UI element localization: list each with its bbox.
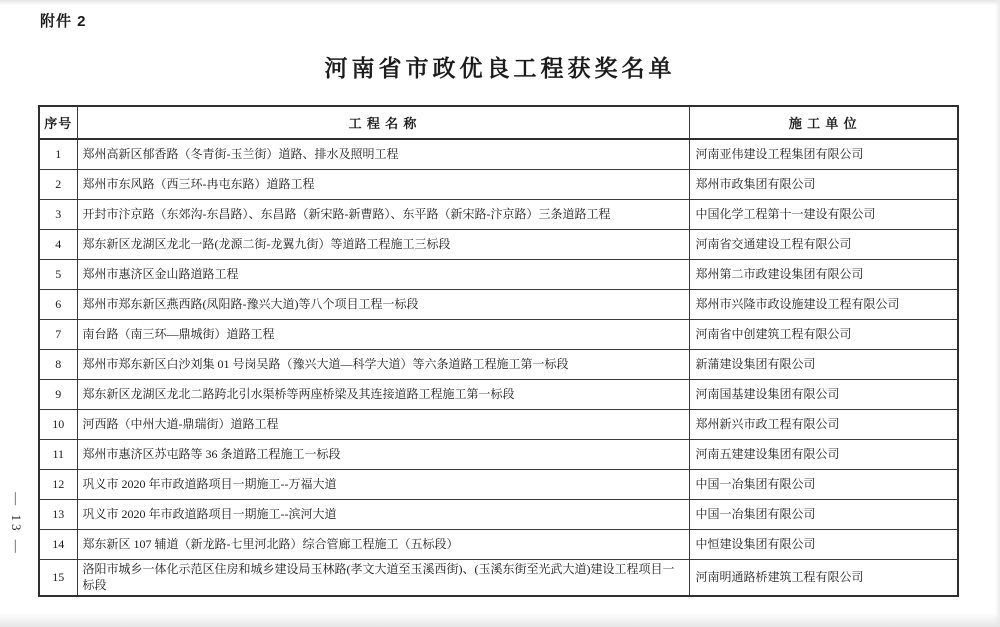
table-row (39, 410, 958, 440)
row-project: 巩义市 2020 年市政道路项目一期施工--滨河大道 (77, 500, 689, 530)
row-project: 郑州市惠济区金山路道路工程 (77, 260, 689, 290)
scan-edge-right (995, 0, 1000, 627)
table-row (39, 170, 958, 200)
table-row (39, 350, 958, 380)
row-project: 郑州市惠济区苏屯路等 36 条道路工程施工一标段 (77, 440, 689, 470)
row-company: 新蒲建设集团有限公司 (689, 350, 958, 380)
row-company: 河南国基建设集团有限公司 (689, 380, 958, 410)
row-project: 河西路（中州大道-鼎瑞街）道路工程 (77, 410, 689, 440)
row-no: 4 (39, 230, 77, 260)
row-company: 河南五建建设集团有限公司 (689, 440, 958, 470)
table-row (39, 500, 958, 530)
table-row (39, 200, 958, 230)
awards-table (38, 105, 959, 597)
row-no: 9 (39, 380, 77, 410)
page-number: — 13 — (9, 492, 24, 556)
row-project: 巩义市 2020 年市政道路项目一期施工--万福大道 (77, 470, 689, 500)
table-row (39, 320, 958, 350)
header-no: 序号 (39, 106, 77, 139)
header-company: 施 工 单 位 (689, 106, 958, 139)
row-project: 洛阳市城乡一体化示范区住房和城乡建设局玉林路(孝文大道至玉溪西街)、(玉溪东街至光武大道)建设工程项目一标段 (77, 560, 689, 597)
row-no: 3 (39, 200, 77, 230)
row-no: 8 (39, 350, 77, 380)
row-no: 12 (39, 470, 77, 500)
table-row (39, 230, 958, 260)
document-title: 河南省市政优良工程获奖名单 (324, 55, 676, 81)
scan-edge-top (0, 0, 1000, 5)
table-row (39, 290, 958, 320)
table-row (39, 380, 958, 410)
row-project: 南台路（南三环—鼎城街）道路工程 (77, 320, 689, 350)
row-project: 郑州市东风路（西三环-冉屯东路）道路工程 (77, 170, 689, 200)
row-no: 13 (39, 500, 77, 530)
row-no: 5 (39, 260, 77, 290)
row-company: 河南省中创建筑工程有限公司 (689, 320, 958, 350)
row-no: 2 (39, 170, 77, 200)
header-project: 工 程 名 称 (77, 106, 689, 139)
table-row (39, 470, 958, 500)
row-company: 郑州市兴隆市政设施建设工程有限公司 (689, 290, 958, 320)
row-company: 河南亚伟建设工程集团有限公司 (689, 139, 958, 170)
row-no: 15 (39, 560, 77, 597)
table-row (39, 260, 958, 290)
row-company: 河南明通路桥建筑工程有限公司 (689, 560, 958, 597)
row-project: 郑州市郑东新区燕西路(凤阳路-豫兴大道)等八个项目工程一标段 (77, 290, 689, 320)
row-company: 中国化学工程第十一建设有限公司 (689, 200, 958, 230)
row-no: 7 (39, 320, 77, 350)
row-no: 11 (39, 440, 77, 470)
row-no: 10 (39, 410, 77, 440)
row-project: 郑东新区 107 辅道（新龙路-七里河北路）综合管廊工程施工（五标段） (77, 530, 689, 560)
row-no: 1 (39, 139, 77, 170)
row-project: 郑州高新区郁香路（冬青街-玉兰街）道路、排水及照明工程 (77, 139, 689, 170)
row-project: 郑东新区龙湖区龙北一路(龙源二街-龙翼九街）等道路工程施工三标段 (77, 230, 689, 260)
table-row (39, 530, 958, 560)
table-header-row (39, 106, 958, 139)
attachment-label: 附件 2 (40, 13, 87, 30)
row-company: 郑州市政集团有限公司 (689, 170, 958, 200)
row-no: 6 (39, 290, 77, 320)
row-company: 中恒建设集团有限公司 (689, 530, 958, 560)
table-row (39, 440, 958, 470)
row-company: 郑州第二市政建设集团有限公司 (689, 260, 958, 290)
row-company: 中国一冶集团有限公司 (689, 470, 958, 500)
table-row (39, 560, 958, 597)
scan-edge-bottom (0, 613, 1000, 627)
table-row (39, 139, 958, 170)
row-no: 14 (39, 530, 77, 560)
row-company: 河南省交通建设工程有限公司 (689, 230, 958, 260)
row-project: 开封市汴京路（东郊沟-东昌路）、东昌路（新宋路-新曹路）、东平路（新宋路-汴京路）三条道路工程 (77, 200, 689, 230)
row-project: 郑州市郑东新区白沙刘集 01 号岗吴路（豫兴大道—科学大道）等六条道路工程施工第一标段 (77, 350, 689, 380)
row-company: 郑州新兴市政工程有限公司 (689, 410, 958, 440)
row-project: 郑东新区龙湖区龙北二路跨北引水渠桥等两座桥梁及其连接道路工程施工第一标段 (77, 380, 689, 410)
row-company: 中国一冶集团有限公司 (689, 500, 958, 530)
